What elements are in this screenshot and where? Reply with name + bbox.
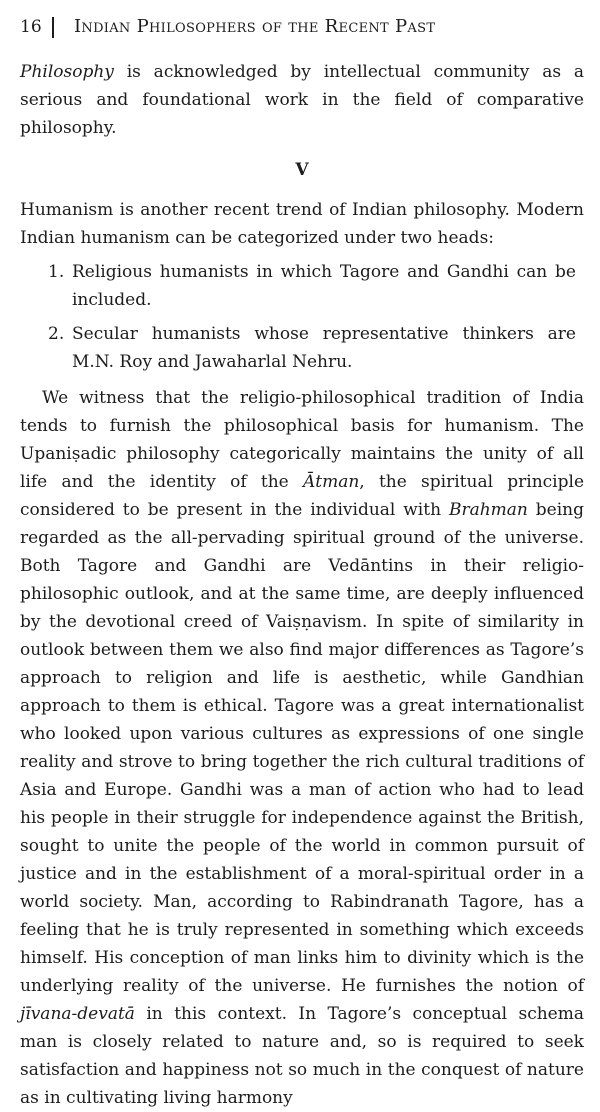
body-text-2: , the spiritual principle considered to be present in the individual with [20,472,585,520]
list-number: 1. [48,262,65,282]
list-item [20,258,584,314]
body-paragraph [20,384,584,1112]
book-title-italic: Philosophy [20,62,114,82]
term-brahman: Brahman [448,500,528,520]
term-atman: Ātman [302,472,360,492]
body-text-1: We witness that the religio-philosophical tradition of India tends to furnish the philosophical basis for humanism. The Upaniṣadic philosophy categorically maintains the unity of all life and the identity of the [20,388,584,492]
term-jivana-devata: jīvana-devatā [20,1004,135,1024]
running-header [20,12,580,42]
opening-rest: is acknowledged by intellectual community as a serious and foundational work in the field of comparative philosophy. [20,62,584,138]
humanism-list [20,258,584,376]
list-number: 2. [48,324,65,344]
list-item [20,320,584,376]
header-divider [52,17,54,38]
opening-paragraph [20,58,584,142]
body-text-4: in this context. In Tagore’s conceptual schema man is closely related to nature and, so is required to seek satisfaction and happiness not so much in the conquest of nature as in cultivating living harmony [20,1004,584,1108]
list-text: Secular humanists whose representative thinkers are M.N. Roy and Jawaharlal Nehru. [72,324,576,372]
body-text-3: being regarded as the all-pervading spiritual ground of the universe. Both Tagore and Gandhi are Vedāntins in their religio-philosophic outlook, and at the same time, are deeply influenced by the devotional creed of Vaiṣṇavism. In spite of similarity in outlook between them we also find major differences as Tagore’s approach to religion and life is aesthetic, while Gandhian approach to them is ethical. Tagore was a great internationalist who looked upon various cultures as expressions of one single reality and strove to bring together the rich cultural traditions of Asia and Europe. Gandhi was a man of action who had to lead his people in their struggle for independence against the British, sought to unite the people of the world in common pursuit of justice and in the establishment of a moral-spiritual order in a world society. Man, according to Rabindranath Tagore, has a feeling that he is truly represented in something which exceeds himself. His conception of man links him to divinity which is the underlying reality of the universe. He furnishes the notion of [20,500,584,996]
page-number: 16 [20,17,42,37]
running-title: Indian Philosophers of the Recent Past [74,16,436,37]
list-text: Religious humanists in which Tagore and Gandhi can be included. [72,262,576,310]
page-text [20,58,584,1112]
section-heading: V [295,160,309,180]
intro-paragraph: Humanism is another recent trend of Indian philosophy. Modern Indian humanism can be categorized under two heads: [20,200,584,248]
